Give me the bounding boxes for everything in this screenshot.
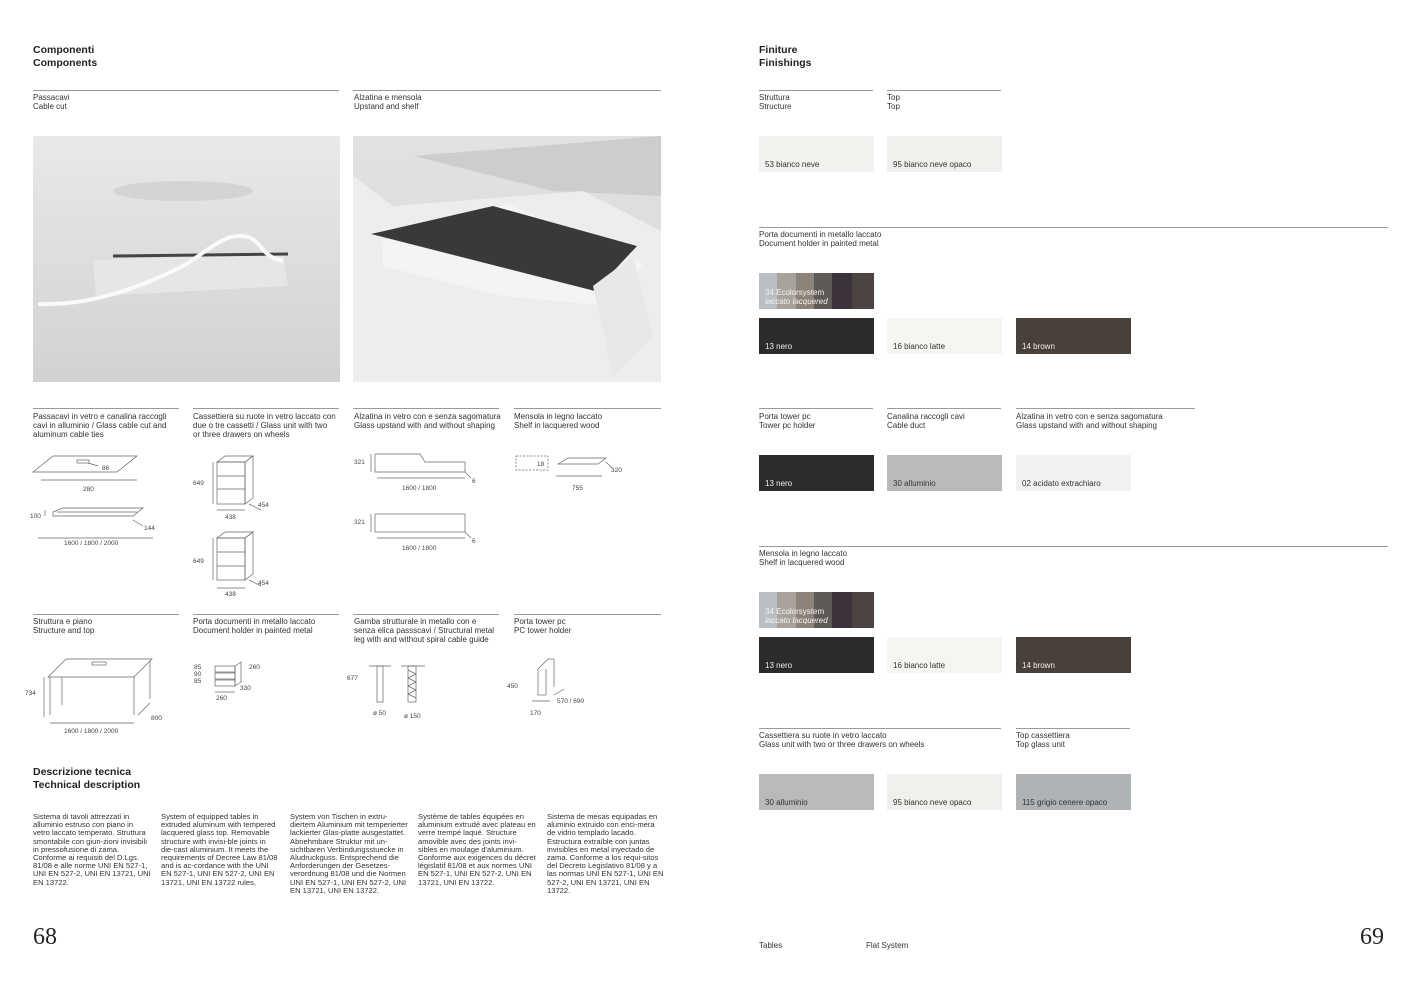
dimension-label: 170 — [530, 710, 541, 717]
swatch-14-brown: 14 brown — [1016, 637, 1131, 673]
page-number-left: 68 — [33, 924, 57, 950]
dimension-label: 734 — [25, 690, 36, 697]
swatch-30-alluminio: 30 alluminio — [759, 774, 874, 810]
divider — [759, 227, 1388, 228]
swatch-14-brown: 14 brown — [1016, 318, 1131, 354]
desc-title-it: Descrizione tecnica — [33, 766, 132, 778]
dimension-label: 100 — [30, 513, 41, 520]
divider — [33, 614, 179, 615]
dimension-label: 755 — [572, 485, 583, 492]
component-caption: Porta tower pc PC tower holder — [514, 617, 572, 635]
desc-title-en: Technical description — [33, 779, 141, 791]
divider — [887, 90, 1001, 91]
dimension-label: 454 — [258, 502, 269, 509]
swatch-16-bianco-latte: 16 bianco latte — [887, 637, 1002, 673]
divider — [33, 408, 179, 409]
dimension-label: 85 — [194, 664, 202, 671]
swatch-13-nero: 13 nero — [759, 455, 874, 491]
dimension-label: 438 — [225, 591, 236, 598]
swatch-53-bianco-neve: 53 bianco neve — [759, 136, 874, 172]
divider — [759, 546, 1388, 547]
divider — [514, 614, 661, 615]
dimension-label: 260 — [216, 695, 227, 702]
dimension-label: 454 — [258, 580, 269, 587]
description-es: Sistema de mesas equipadas en aluminio extruido con enci-mera de vidrio templado lacado. Estructura extraíble con juntas invisibles en metal inyectado de zama. Conforme a los requi-sitos del Decreto Legislativo 81/08 y a las normas UNI EN 527-1, UNI EN 527-2, UNI EN 13721, UNI EN 13722. — [547, 812, 664, 895]
photo2-caption: Alzatina e mensola Upstand and shelf — [354, 93, 422, 111]
divider — [193, 408, 339, 409]
dimension-label: 450 — [507, 683, 518, 690]
description-fr: Système de tables équipées en aluminium extrudé avec plateau en verre trempé laqué. Structure amovible avec des joints invi-sibles en moulage d'aluminium. Conforme aux exigences du décret législatif 81/08 et aux normes UNI EN 527-1, UNI EN 527-2, UNI EN 13721, UNI EN 13722. — [418, 812, 536, 887]
dimension-label: 86 — [102, 465, 110, 472]
dimension-label: 1600 / 1800 — [402, 485, 437, 492]
component-caption: Struttura e piano Structure and top — [33, 617, 95, 635]
glass-upstand-label: Alzatina in vetro con e senza sagomatura Glass upstand with and without shaping — [1016, 412, 1163, 430]
right-title-en: Finishings — [759, 57, 812, 69]
dimension-label: 438 — [225, 514, 236, 521]
swatch-115-grigio-cenere-opaco: 115 grigio cenere opaco — [1016, 774, 1131, 810]
divider — [759, 728, 1001, 729]
component-caption: Gamba strutturale in metallo con e senza elica passscavi / Structural metal leg with and without spiral cable guide — [354, 617, 495, 644]
divider — [759, 408, 873, 409]
description-it: Sistema di tavoli attrezzati in alluminio estruso con piano in vetro laccato temperato. Struttura smontabile con giun-zioni invisibili in pressofusione di zama. Conforme ai requisiti del D.Lgs. 81/08 e alle norme UNI EN 527-1, UNI EN 527-2, UNI EN 13721, UNI EN 13722. — [33, 812, 151, 887]
tower-label: Porta tower pc Tower pc holder — [759, 412, 816, 430]
swatch-95-bianco-neve-opaco: 95 bianco neve opaco — [887, 774, 1002, 810]
component-caption: Cassettiera su ruote in vetro laccato con due o tre cassetti / Glass unit with two or three drawers on wheels — [193, 412, 336, 439]
cable-cut-photo — [33, 136, 340, 382]
dimension-label: 260 — [249, 664, 260, 671]
divider — [353, 614, 499, 615]
top-glass-unit-label: Top cassettiera Top glass unit — [1016, 731, 1070, 749]
page-number-right: 69 — [1360, 924, 1384, 950]
right-title — [759, 44, 812, 70]
divider — [353, 90, 661, 91]
swatch-13-nero: 13 nero — [759, 637, 874, 673]
divider — [887, 408, 1001, 409]
dimension-label: 321 — [354, 459, 365, 466]
description-en: System of equipped tables in extruded aluminum with tempered lacquered glass top. Removable structure with invisi-ble joints in die-cast aluminium. It meets the requirements of Decree Law 81/08 and is ac-cordance with the UNI EN 527-1, UNI EN 527-2, UNI EN 13721, UNI EN 13722 rules. — [161, 812, 278, 887]
footer-tables: Tables — [759, 941, 783, 950]
dimension-label: 18 — [537, 461, 545, 468]
dimension-label: ø 150 — [404, 713, 421, 720]
dimension-label: 6 — [472, 538, 476, 545]
left-title-en: Components — [33, 57, 98, 69]
dimension-label: 320 — [611, 467, 622, 474]
dimension-label: 280 — [83, 486, 94, 493]
dimension-label: 800 — [151, 715, 162, 722]
divider — [193, 614, 339, 615]
drawer-unit-label: Cassettiera su ruote in vetro laccato Glass unit with two or three drawers on wheels — [759, 731, 925, 749]
swatch-95-bianco-neve-opaco: 95 bianco neve opaco — [887, 136, 1002, 172]
swatch-16-bianco-latte: 16 bianco latte — [887, 318, 1002, 354]
swatch-30-alluminio: 30 alluminio — [887, 455, 1002, 491]
document-holder-label: Porta documenti in metallo laccato Document holder in painted metal — [759, 230, 882, 248]
swatch-34-ecolorsystem: 34 Ecolorsystem laccato lacquered — [759, 592, 874, 628]
top-label: Top Top — [887, 93, 900, 111]
dimension-label: 321 — [354, 519, 365, 526]
dimension-label: 1600 / 1800 / 2000 — [64, 728, 119, 735]
divider — [759, 90, 873, 91]
structural-leg-drawing — [365, 660, 435, 710]
footer-system: Flat System — [866, 941, 909, 950]
dimension-label: 677 — [347, 675, 358, 682]
shelf-label: Mensola in legno laccato Shelf in lacquered wood — [759, 549, 848, 567]
dimension-label: ø 50 — [373, 710, 387, 717]
structure-label: Struttura Structure — [759, 93, 792, 111]
dimension-label: 649 — [193, 480, 204, 487]
dimension-label: 6 — [472, 478, 476, 485]
swatch-13-nero: 13 nero — [759, 318, 874, 354]
left-title-it: Componenti — [33, 44, 95, 56]
cable-duct-label: Canalina raccogli cavi Cable duct — [887, 412, 965, 430]
dimension-label: 85 — [194, 678, 202, 685]
swatch-34-ecolorsystem: 34 Ecolorsystem laccato lacquered — [759, 273, 874, 309]
description-de: System von Tischen in extru-diertem Aluminium mit temperierter lackierter Glas-platte ausgestattet. Abnehmbare Struktur mit un-sichtbaren Verbindungsstuecke in Aludruckguss. Entsprechend die Anforderungen der Gesetzes-verordnung 81/08 und die Normen UNI EN 527-1, UNI EN 527-2, UNI EN 13721, UNI EN 13722. — [290, 812, 408, 895]
component-caption: Porta documenti in metallo laccato Document holder in painted metal — [193, 617, 316, 635]
component-caption: Alzatina in vetro con e senza sagomatura Glass upstand with and without shaping — [354, 412, 501, 430]
dimension-label: 1600 / 1800 — [402, 545, 437, 552]
left-title — [33, 44, 97, 70]
swatch-02-acidato-extrachiaro: 02 acidato extrachiaro — [1016, 455, 1131, 491]
dimension-label: 90 — [194, 671, 202, 678]
component-caption: Mensola in legno laccato Shelf in lacquered wood — [514, 412, 603, 430]
dimension-label: 1600 / 1800 / 2000 — [64, 540, 119, 547]
dimension-label: 330 — [240, 685, 251, 692]
dimension-label: 649 — [193, 558, 204, 565]
glass-upstand-drawing — [365, 450, 485, 560]
photo1-caption: Passacavi Cable cut — [33, 93, 70, 111]
upstand-shelf-photo — [353, 136, 661, 382]
dimension-label: 144 — [144, 525, 155, 532]
dimension-label: 570 / 690 — [557, 698, 585, 705]
technical-description-title — [33, 766, 140, 792]
right-title-it: Finiture — [759, 44, 798, 56]
table-drawing — [38, 655, 168, 735]
divider — [1016, 728, 1130, 729]
divider — [33, 90, 339, 91]
divider — [514, 408, 661, 409]
divider — [353, 408, 499, 409]
divider — [1016, 408, 1195, 409]
component-caption: Passacavi in vetro e canalina raccogli cavi in alluminio / Glass cable cut and aluminum cable ties — [33, 412, 167, 439]
